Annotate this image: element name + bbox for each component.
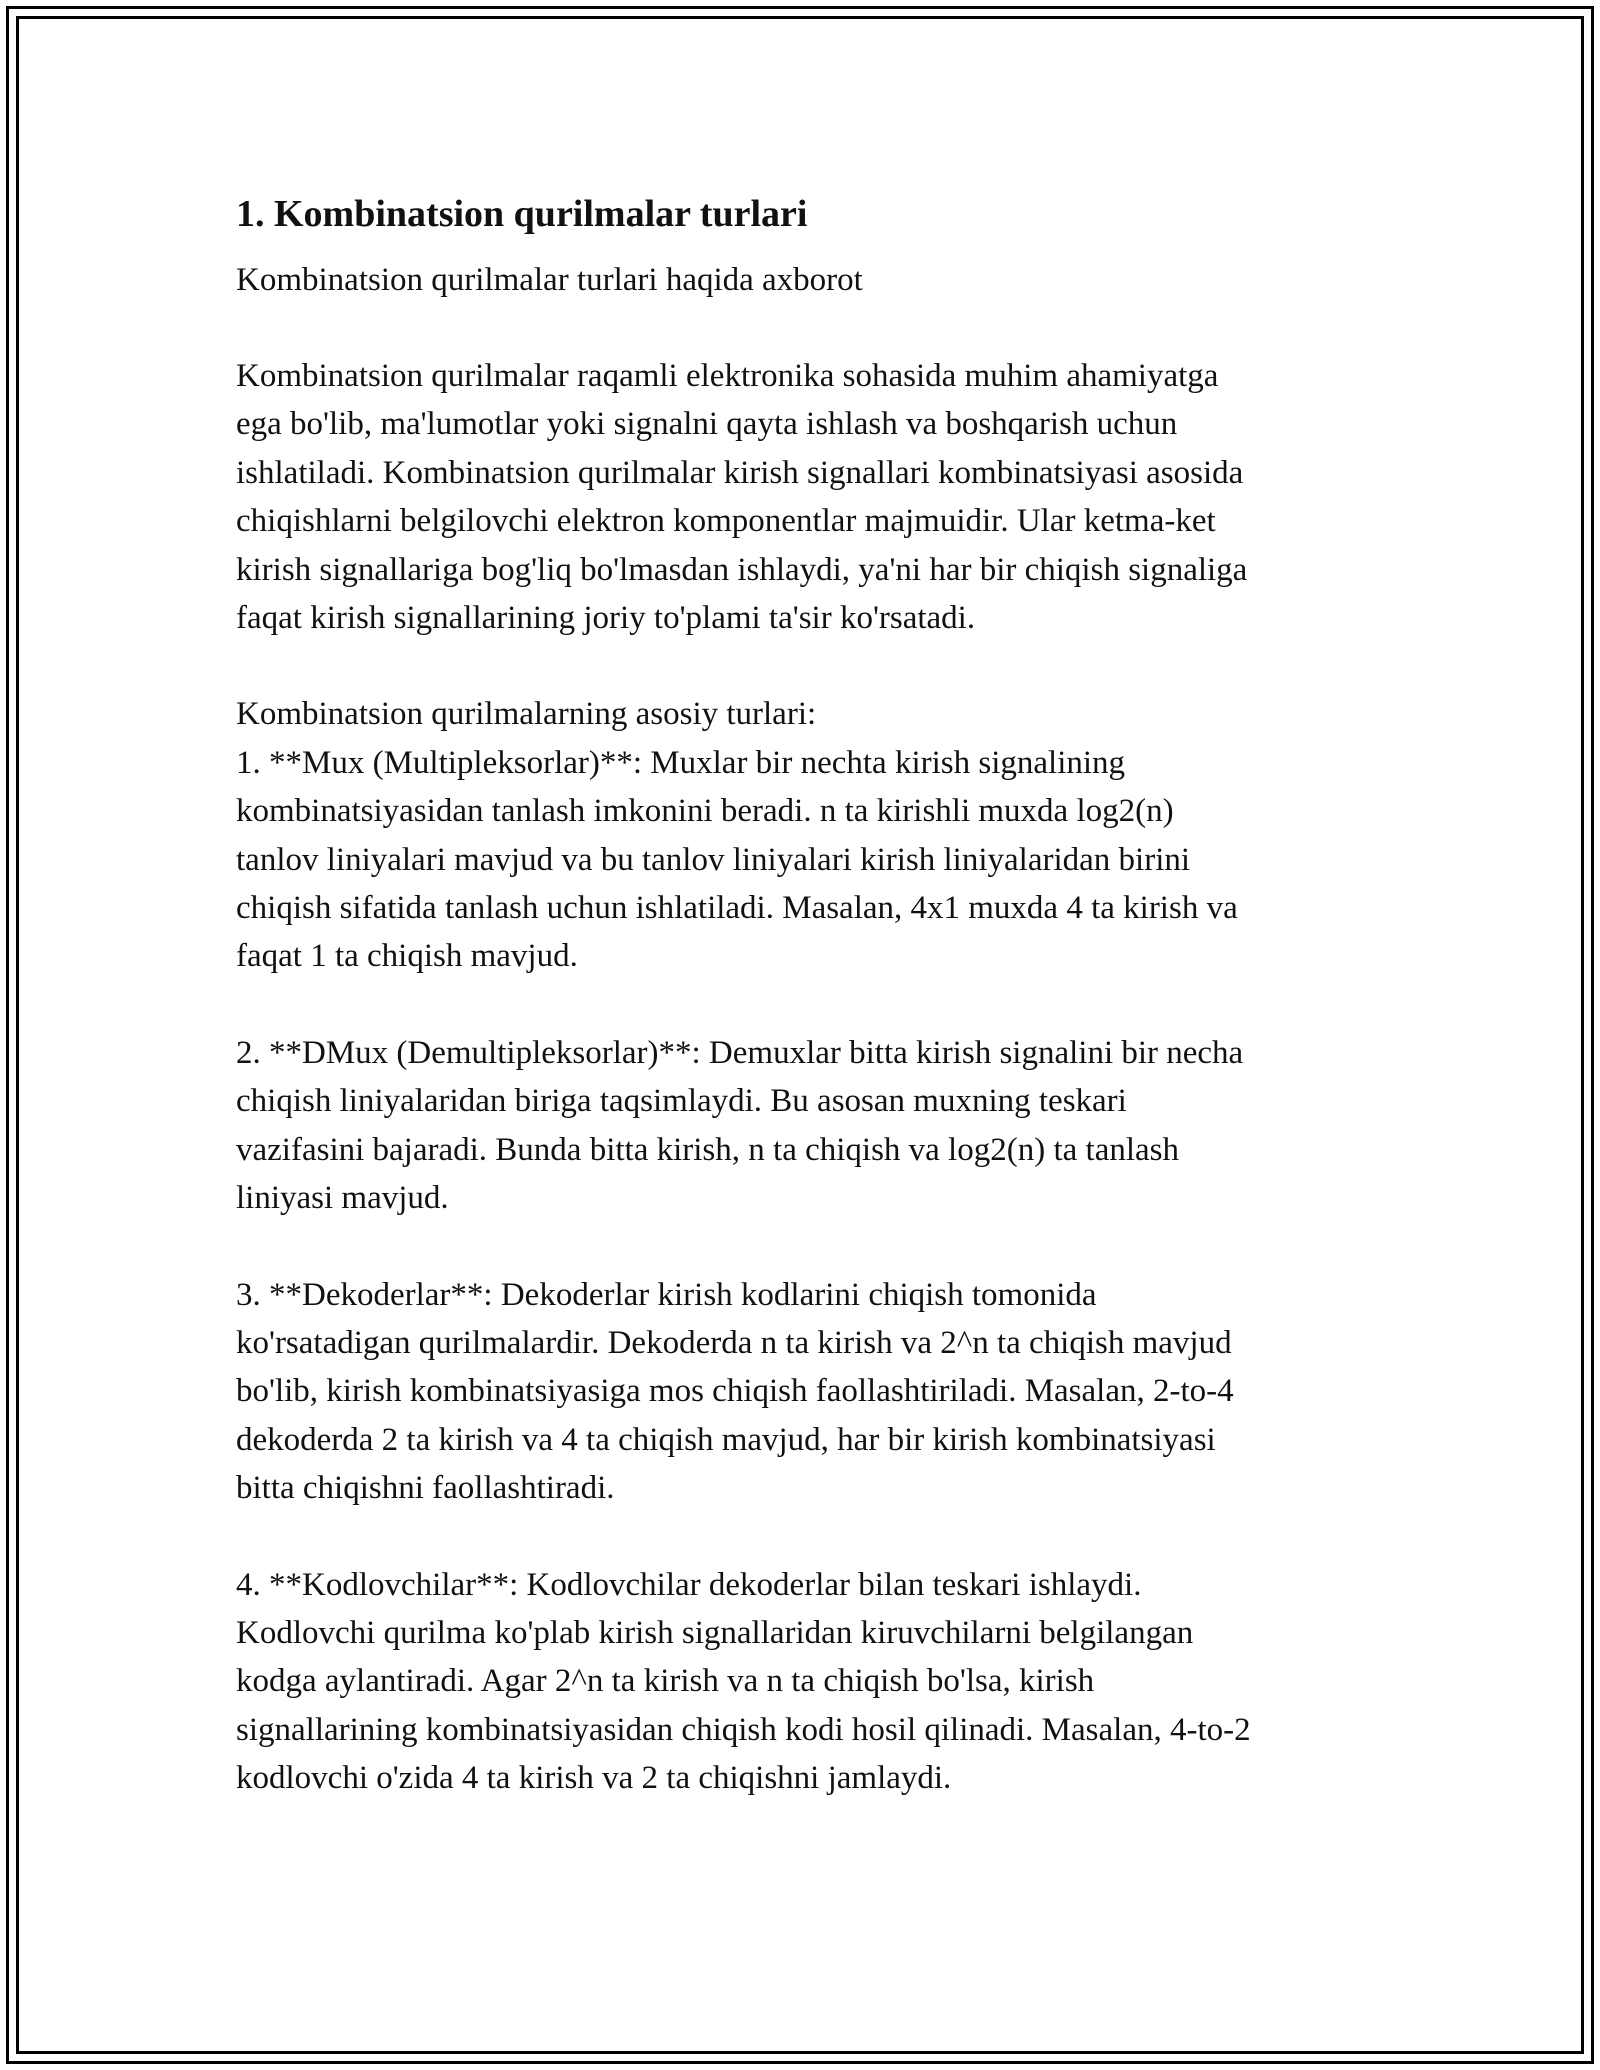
section-subtitle: Kombinatsion qurilmalar turlari haqida axborot [236, 262, 863, 298]
document-body [236, 186, 1376, 1803]
dmux-paragraph: 2. **DMux (Demultipleksorlar)**: Demuxlar bitta kirish signalini bir necha chiqish liniyalaridan biriga taqsimlaydi. Bu asosan muxning teskari vazifasini bajaradi. Bunda bitta kirish, n ta chiqish va log2(n) ta tanlash liniyasi mavjud. [236, 1034, 1244, 1217]
types-intro-paragraph: Kombinatsion qurilmalarning asosiy turlari: 1. **Mux (Multipleksorlar)**: Muxlar bir nechta kirish signalining kombinatsiyasidan tanlash imkonini beradi. n ta kirishli muxda log2(n) tanlov liniyalari mavjud va bu tanlov liniyalari kirish liniyalaridan birini chiqish sifatida tanlash uchun ishlatiladi. Masalan, 4x1 muxda 4 ta kirish va faqat 1 ta chiqish mavjud. [236, 696, 1238, 975]
section-heading: 1. Kombinatsion qurilmalar turlari [236, 193, 808, 235]
intro-paragraph: Kombinatsion qurilmalar raqamli elektronika sohasida muhim ahamiyatga ega bo'lib, ma'lumotlar yoki signalni qayta ishlash va boshqarish uchun ishlatiladi. Kombinatsion qurilmalar kirish signallari kombinatsiyasi asosida chiqishlarni belgilovchi elektron komponentlar majmuidir. Ular ketma-ket kirish signallariga bog'liq bo'lmasdan ishlaydi, ya'ni har bir chiqish signaliga faqat kirish signallarining joriy to'plami ta'sir ko'rsatadi. [236, 358, 1248, 637]
decoder-paragraph: 3. **Dekoderlar**: Dekoderlar kirish kodlarini chiqish tomonida ko'rsatadigan qurilmalardir. Dekoderda n ta kirish va 2^n ta chiqish mavjud bo'lib, kirish kombinatsiyasiga mos chiqish faollashtiriladi. Masalan, 2-to-4 dekoderda 2 ta kirish va 4 ta chiqish mavjud, har bir kirish kombinatsiyasi bitta chiqishni faollashtiradi. [236, 1276, 1234, 1507]
encoder-paragraph: 4. **Kodlovchilar**: Kodlovchilar dekoderlar bilan teskari ishlaydi. Kodlovchi qurilma ko'plab kirish signallaridan kiruvchilarni belgilangan kodga aylantiradi. Agar 2^n ta kirish va n ta chiqish bo'lsa, kirish signallarining kombinatsiyasidan chiqish kodi hosil qilinadi. Masalan, 4-to-2 kodlovchi o'zida 4 ta kirish va 2 ta chiqishni jamlaydi. [236, 1566, 1251, 1797]
